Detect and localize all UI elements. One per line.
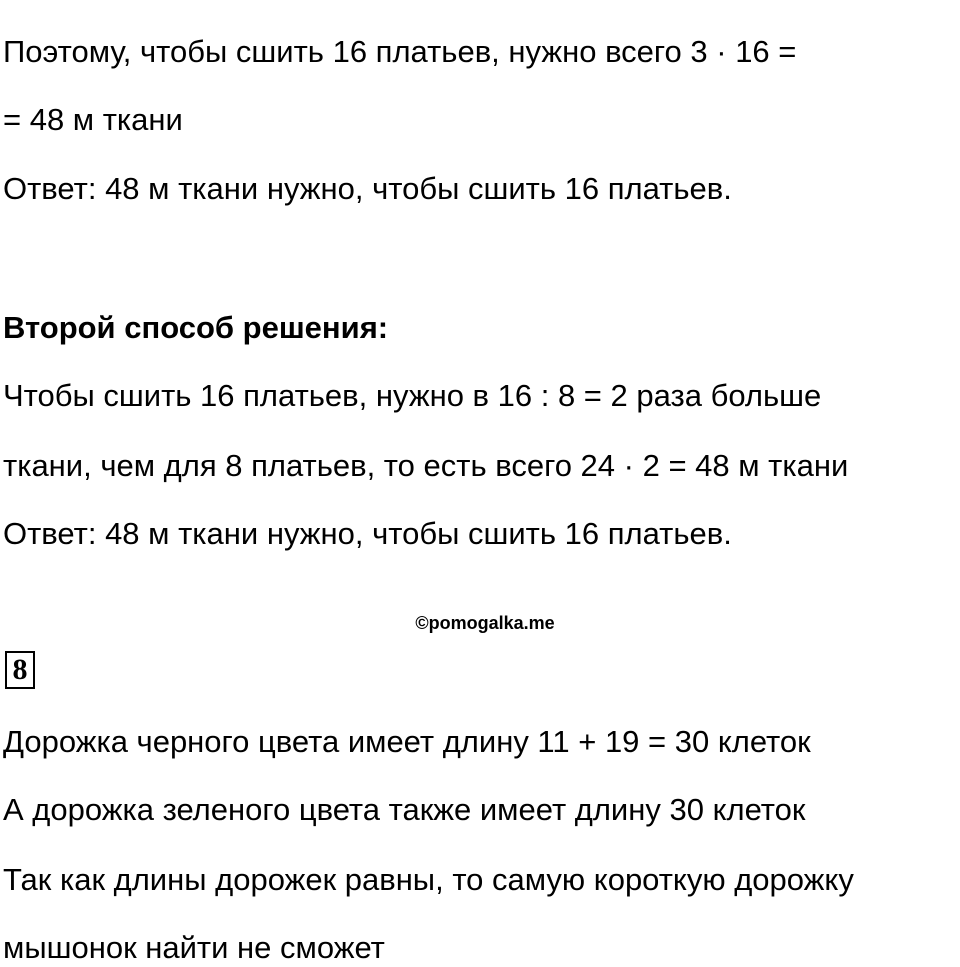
text-line: = 48 м ткани [3, 102, 183, 137]
text-line: мышонок найти не сможет [3, 930, 385, 965]
text-line: ткани, чем для 8 платьев, то есть всего 24 · 2 = 48 м ткани [3, 448, 849, 483]
task-number-box: 8 [5, 651, 35, 689]
text-line: Так как длины дорожек равны, то самую короткую дорожку [3, 862, 854, 897]
watermark: ©pomogalka.me [415, 613, 555, 633]
answer-line: Ответ: 48 м ткани нужно, чтобы сшить 16 платьев. [3, 171, 732, 206]
text-line: Поэтому, чтобы сшить 16 платьев, нужно всего 3 · 16 = [3, 34, 797, 69]
text-line: Дорожка черного цвета имеет длину 11 + 19 = 30 клеток [3, 724, 811, 759]
section-heading: Второй способ решения: [3, 310, 389, 345]
answer-line: Ответ: 48 м ткани нужно, чтобы сшить 16 платьев. [3, 516, 732, 551]
text-line: А дорожка зеленого цвета также имеет длину 30 клеток [3, 792, 806, 827]
text-line: Чтобы сшить 16 платьев, нужно в 16 : 8 = 2 раза больше [3, 378, 822, 413]
